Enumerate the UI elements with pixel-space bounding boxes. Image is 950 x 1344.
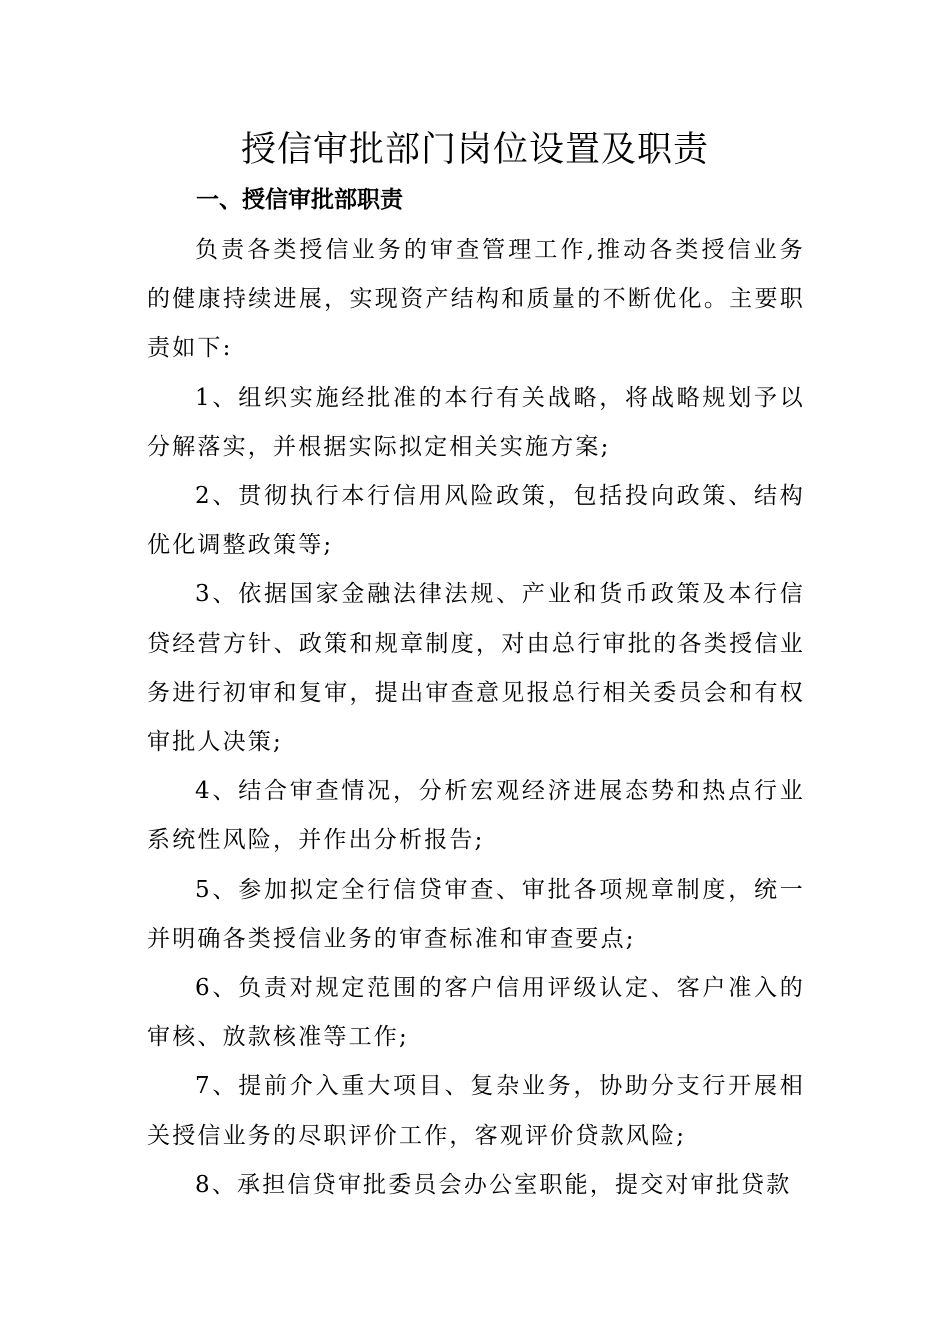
duty-item-4: 4、结合审查情况，分析宏观经济进展态势和热点行业系统性风险，并作出分析报告; <box>147 778 805 854</box>
duty-item-7: 7、提前介入重大项目、复杂业务，协助分支行开展相关授信业务的尽职评价工作，客观评价贷款风险; <box>147 1073 805 1149</box>
document-title: 授信审批部门岗位设置及职责 <box>240 130 709 170</box>
duty-item-3: 3、依据国家金融法律法规、产业和货币政策及本行信贷经营方针、政策和规章制度，对由总行审批的各类授信业务进行初审和复审，提出审查意见报总行相关委员会和有权审批人决策; <box>147 581 805 756</box>
duty-item-8: 8、承担信贷审批委员会办公室职能，提交对审批贷款 <box>195 1171 792 1198</box>
document-body <box>147 226 805 1210</box>
intro-paragraph: 负责各类授信业务的审查管理工作,推动各类授信业务的健康持续进展，实现资产结构和质量的不断优化。主要职责如下: <box>147 237 805 362</box>
duty-item-2: 2、贯彻执行本行信用风险政策，包括投向政策、结构优化调整政策等; <box>147 483 805 559</box>
section-heading: 一、授信审批部职责 <box>196 187 403 213</box>
duty-item-5: 5、参加拟定全行信贷审查、审批各项规章制度，统一并明确各类授信业务的审查标准和审查要点; <box>147 876 805 952</box>
duty-item-1: 1、组织实施经批准的本行有关战略，将战略规划予以分解落实，并根据实际拟定相关实施方案; <box>147 384 805 460</box>
duty-item-6: 6、负责对规定范围的客户信用评级认定、客户准入的审核、放款核准等工作; <box>147 975 805 1051</box>
